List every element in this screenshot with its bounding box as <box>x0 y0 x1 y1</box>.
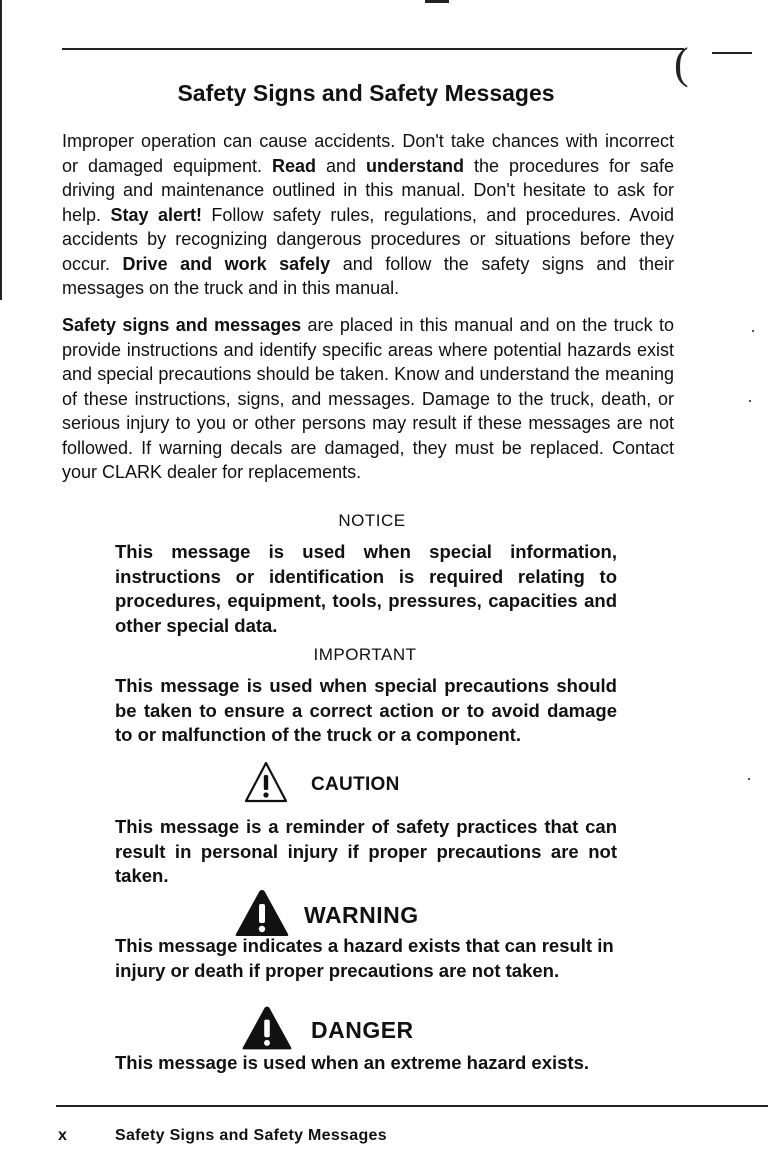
footer-page-number: x <box>58 1127 67 1144</box>
intro-paragraph <box>62 129 674 301</box>
footer-section-title: Safety Signs and Safety Messages <box>115 1127 387 1144</box>
intro-text-5: and follow the safety signs and their messages on the truck and in this manual. <box>62 253 674 298</box>
caution-heading <box>243 760 400 809</box>
scan-paren-mark: ( <box>674 39 689 88</box>
important-label: IMPORTANT <box>313 645 417 664</box>
caution-outline-triangle-icon <box>243 760 289 809</box>
danger-message: This message is used when an extreme hazard exists. <box>115 1052 590 1073</box>
danger-heading <box>241 1004 414 1057</box>
caution-message: This message is a reminder of safety practices that can result in personal injury if proper precautions are not taken. <box>115 816 617 886</box>
intro-text-3: the procedures for safe driving and maintenance outlined in this manual. Don't hesitate to ask for help. <box>62 155 674 225</box>
danger-filled-triangle-icon <box>241 1004 293 1057</box>
danger-label: DANGER <box>311 1017 414 1043</box>
scan-speck <box>748 778 750 780</box>
scan-dash-mark <box>712 52 752 54</box>
warning-message: This message indicates a hazard exists that can result in injury or death if proper precautions are not taken. <box>115 935 614 981</box>
signs-paragraph <box>62 313 674 485</box>
signs-bold-heading: Safety signs and messages <box>62 315 302 335</box>
warning-label: WARNING <box>304 902 419 928</box>
scan-speck <box>752 330 754 332</box>
intro-bold-read: Read <box>272 155 317 176</box>
scan-top-mark <box>425 0 449 3</box>
page-title: Safety Signs and Safety Messages <box>177 80 555 106</box>
scan-speck <box>749 400 751 402</box>
intro-bold-drive-safely: Drive and work safely <box>122 253 331 274</box>
footer-rule <box>56 1105 768 1107</box>
intro-text-1: Improper operation can cause accidents. Don't take chances with incorrect or damaged equipment. <box>62 131 674 176</box>
scan-left-edge <box>0 0 2 300</box>
signs-text: are placed in this manual and on the truck to provide instructions and identify specific areas where potential hazards exist and special precautions should be taken. Know and understand the meaning of these instructions, signs, and messages. Damage to the truck, death, or serious injury to you or other persons may result if these messages are not followed. If warning decals are damaged, they must be replaced. Contact your CLARK dealer for replacements. <box>62 315 674 482</box>
header-rule <box>62 48 684 50</box>
intro-bold-understand: understand <box>366 155 465 176</box>
caution-label: CAUTION <box>311 773 400 795</box>
intro-text-2: and <box>316 155 367 176</box>
notice-label: NOTICE <box>338 511 406 530</box>
notice-message: This message is used when special information, instructions or identification is required relating to procedures, equipment, tools, pressures, capacities and other special data. <box>115 541 617 636</box>
intro-text-4: Follow safety rules, regulations, and procedures. Avoid accidents by recognizing dangerous procedures or situations before they occur. <box>62 204 674 274</box>
important-message: This message is used when special precautions should be taken to ensure a correct action or to avoid damage to or malfunction of the truck or a component. <box>115 675 617 745</box>
intro-bold-stay-alert: Stay alert! <box>110 204 202 225</box>
